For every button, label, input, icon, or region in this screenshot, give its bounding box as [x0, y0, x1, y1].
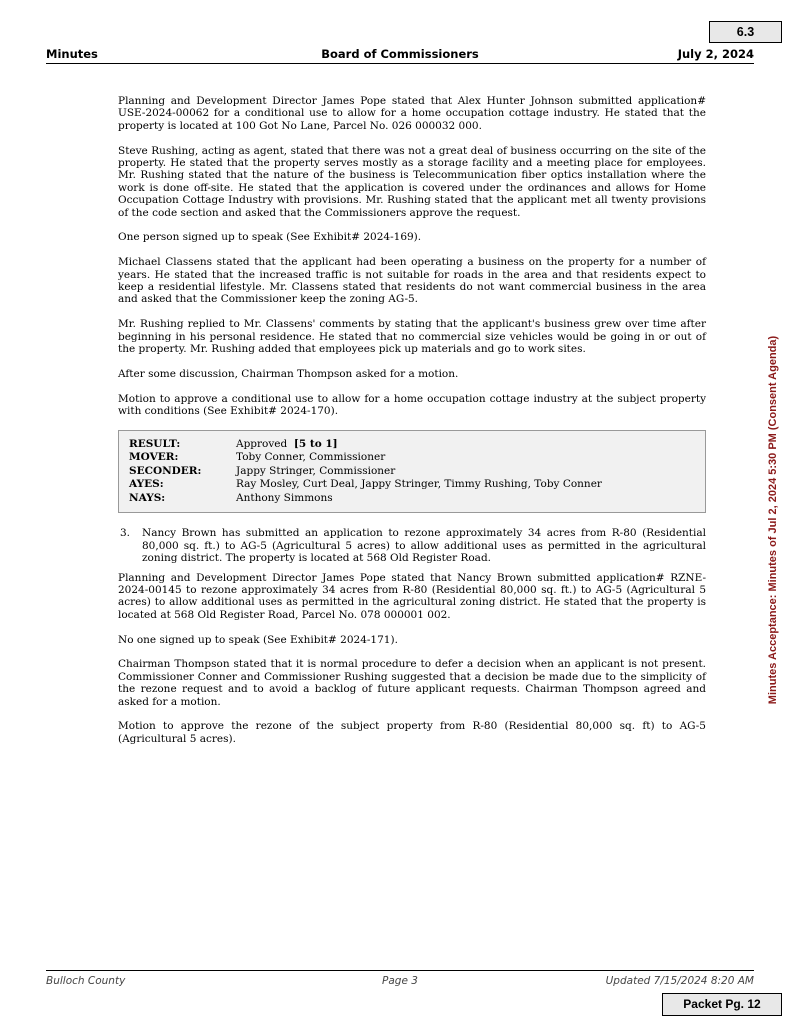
vote-label: NAYS: [129, 491, 166, 504]
vote-row-seconder [129, 465, 695, 479]
paragraph: Michael Classens stated that the applicant had been operating a business on the property for a number of years. He stated that the increased traffic is not suitable for roads in the area and that residents expect to keep a residential lifestyle. Mr. Classens stated that residents do not want commercial business in the area and asked that the Commissioner keep the zoning AG-5. [118, 256, 706, 306]
minutes-body [118, 95, 706, 758]
vote-row-ayes [129, 478, 695, 492]
footer-updated: Updated 7/15/2024 8:20 AM [605, 975, 754, 987]
paragraph: Planning and Development Director James Pope stated that Alex Hunter Johnson submitted application# USE-2024-00062 for a conditional use to allow for a home occupation cottage industry. He stated that the property is located at 100 Got No Lane, Parcel No. 026 000032 000. [118, 95, 706, 132]
paragraph: Motion to approve the rezone of the subject property from R-80 (Residential 80,000 sq. ft) to AG-5 (Agricultural 5 acres). [118, 720, 706, 745]
packet-page-box: Packet Pg. 12 [662, 993, 782, 1016]
header-date: July 2, 2024 [677, 47, 754, 61]
paragraph: Planning and Development Director James Pope stated that Nancy Brown submitted application# RZNE-2024-00145 to rezone approximately 34 acres from R-80 (Residential 80,000 sq. ft.) to AG-5 (Agricultural 5 acres) to allow additional uses as permitted in the agricultural zoning district. He stated that the property is located at 568 Old Register Road, Parcel No. 078 000001 002. [118, 571, 706, 621]
paragraph: Motion to approve a conditional use to allow for a home occupation cottage industry at the subject property with conditions (See Exhibit# 2024-170). [118, 392, 706, 418]
agenda-item-tag: 6.3 [709, 21, 782, 43]
vote-value: Toby Conner, Commissioner [236, 451, 386, 464]
minutes-acceptance-sidebar: Minutes Acceptance: Minutes of Jul 2, 2024 5:30 PM (Consent Agenda) [767, 335, 779, 705]
paragraph: No one signed up to speak (See Exhibit# 2024-171). [118, 633, 398, 646]
vote-label: SECONDER: [129, 464, 202, 477]
vote-tally: [5 to 1] [293, 437, 338, 450]
paragraph: Steve Rushing, acting as agent, stated that there was not a great deal of business occurring on the site of the property. He stated that the property serves mostly as a storage facility and a meeting place for employees. Mr. Rushing stated that the nature of the business is Telecommunication fiber optics installation where the work is done off-site. He stated that the application is covered under the ordinances and allows for Home Occupation Cottage Industry with provisions. Mr. Rushing stated that the applicant met all twenty provisions of the code section and asked that the Commissioners approve the request. [118, 144, 706, 219]
paragraph: Chairman Thompson stated that it is normal procedure to defer a decision when an applicant is not present. Commissioner Conner and Commissioner Rushing suggested that a decision be made due to the simplicity of the rezone request and to avoid a backlog of future applicant requests. Chairman Thompson agreed and asked for a motion. [118, 658, 706, 708]
agenda-item-text: Nancy Brown has submitted an application to rezone approximately 34 acres from R-80 (Residential 80,000 sq. ft.) to AG-5 (Agricultural 5 acres) to allow additional uses as permitted in the agricultural zoning district. The property is located at 568 Old Register Road. [142, 527, 706, 565]
paragraph: One person signed up to speak (See Exhibit# 2024-169). [118, 231, 422, 244]
vote-label: MOVER: [129, 451, 179, 464]
page-header [46, 47, 754, 64]
vote-label: AYES: [129, 478, 164, 491]
agenda-item-3 [118, 527, 706, 564]
vote-value: Approved [5 to 1] [236, 437, 338, 450]
header-board-name: Board of Commissioners [321, 47, 479, 61]
footer-page-number: Page 3 [382, 975, 418, 987]
vote-value: Jappy Stringer, Commissioner [236, 464, 396, 477]
page-footer [46, 970, 754, 989]
paragraph: After some discussion, Chairman Thompson asked for a motion. [118, 367, 459, 380]
vote-row-mover [129, 451, 695, 465]
vote-value: Ray Mosley, Curt Deal, Jappy Stringer, Timmy Rushing, Toby Conner [236, 478, 602, 491]
vote-value: Anthony Simmons [236, 491, 333, 504]
footer-county: Bulloch County [46, 975, 126, 987]
vote-label: RESULT: [129, 437, 181, 450]
header-doc-type: Minutes [46, 47, 98, 61]
agenda-item-number: 3. [120, 527, 131, 540]
paragraph: Mr. Rushing replied to Mr. Classens' comments by stating that the applicant's business grew over time after beginning in his personal residence. He stated that no commercial size vehicles would be going in or out of the property. Mr. Rushing added that employees pick up materials and go to work sites. [118, 318, 706, 356]
vote-result-box [118, 430, 706, 514]
vote-row-nays [129, 492, 695, 506]
vote-row-result [129, 438, 695, 452]
